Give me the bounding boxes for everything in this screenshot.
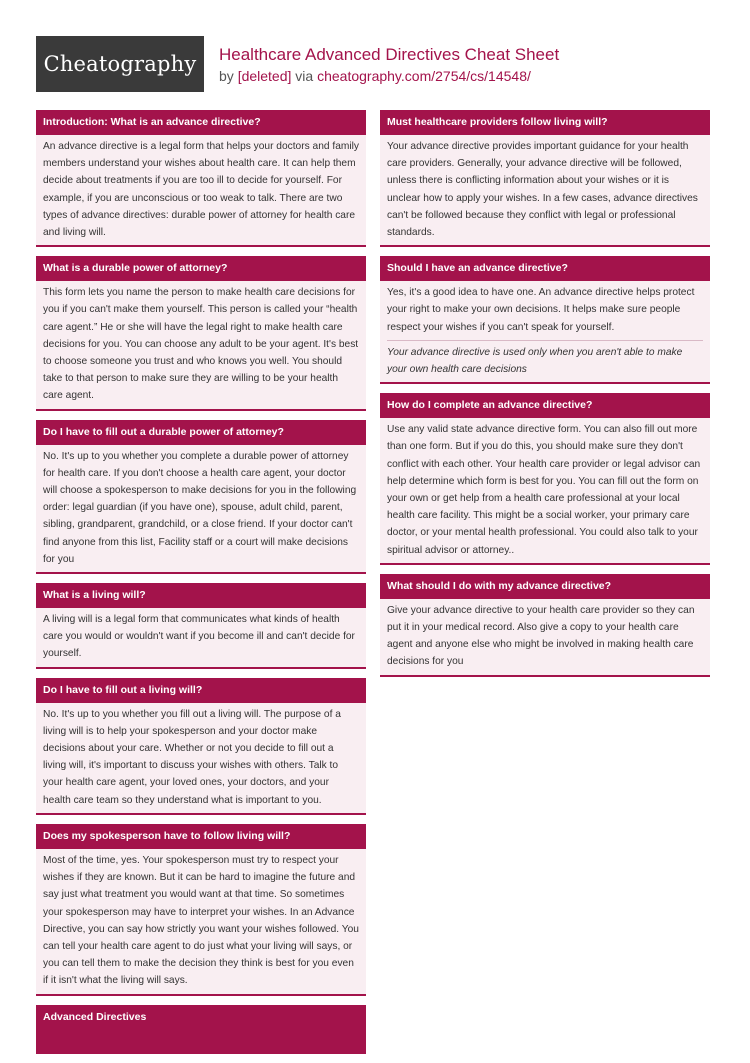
cheatography-logo[interactable]: Cheatography xyxy=(36,36,204,92)
sheet-url-link[interactable]: cheatography.com/2754/cs/14548/ xyxy=(317,68,531,84)
section-body xyxy=(36,608,366,669)
section-title: What is a durable power of attorney? xyxy=(36,256,366,281)
section-title: Does my spokesperson have to follow living will? xyxy=(36,824,366,849)
section-text: Yes, it's a good idea to have one. An advance directive helps protect your right to make your own decisions. It helps make sure people respect your wishes if you can't speak for yourself. xyxy=(387,287,695,333)
section-body xyxy=(380,599,710,677)
section-body xyxy=(36,849,366,996)
section-body xyxy=(380,135,710,247)
author-link[interactable]: [deleted] xyxy=(237,68,292,84)
section-text: An advance directive is a legal form that helps your doctors and family members understand your wishes about health care. It can help them decide about treatments if you are too ill to decide for yourself. For example, if you are unconscious or too weak to talk. There are two types of advance directives: durable power of attorney for health care and living will. xyxy=(43,141,359,239)
section-text: This form lets you name the person to make health care decisions for you if you can't make them yourself. This person is called your “health care agent.” He or she will have the legal right to make health care decisions for you. You can choose any adult to be your agent. It's best to choose someone you trust and who knows you well. You should take to that person to make sure they are willing to be your health care agent. xyxy=(43,287,359,402)
right-column xyxy=(380,110,710,686)
by-prefix: by xyxy=(219,68,234,84)
section-living-will xyxy=(36,583,366,669)
section-empty-body xyxy=(36,1030,366,1054)
section-should-have xyxy=(380,256,710,384)
section-title: Advanced Directives xyxy=(36,1005,366,1030)
section-text: Give your advance directive to your health care provider so they can put it in your medical record. Also give a copy to your health care agent and anyone else who might be involved in making health care decisions for you xyxy=(387,604,695,668)
section-body xyxy=(36,703,366,815)
section-spokesperson xyxy=(36,824,366,996)
section-title: What is a living will? xyxy=(36,583,366,608)
section-body xyxy=(36,445,366,574)
section-text: Use any valid state advance directive form. You can also fill out more than one form. But if you do this, you should make sure they don't conflict with each other. Your health care provider or legal advisor can help determine which form is best for you. You can fill out the form on your own or get help from a health care professional at your local health care facility. This might be a social worker, your primary care doctor, or your mental health professional. You could also talk to your spiritual advisor or attorney.. xyxy=(387,424,701,556)
section-durable-poa xyxy=(36,256,366,410)
section-body xyxy=(36,135,366,247)
section-text: Your advance directive provides important guidance for your health care providers. Generally, your advance directive will be followed, unless there is conflicting information about your wishes or it is unclear how to apply your wishes. In a few cases, advance directives can't be followed because they conflict with legal or professional standards. xyxy=(387,141,698,239)
section-advanced-directives xyxy=(36,1005,366,1054)
page-header xyxy=(36,36,716,92)
section-text: No. It's up to you whether you complete a durable power of attorney for health care. If you don't choose a health care agent, your doctor will choose a spokesperson to make decisions for you in the following order: legal guardian (if you have one), spouse, adult child, parent, sibling, grandparent, grandchild, or a close friend. If your doctor can't find anyone from this list, Facility staff or a court will make decisions for you xyxy=(43,450,357,565)
section-title: Must healthcare providers follow living will? xyxy=(380,110,710,135)
title-block xyxy=(219,45,559,86)
section-body xyxy=(36,281,366,410)
page-title: Healthcare Advanced Directives Cheat Sheet xyxy=(219,45,560,64)
section-title: Do I have to fill out a living will? xyxy=(36,678,366,703)
section-fill-living-will xyxy=(36,678,366,815)
section-text: Most of the time, yes. Your spokesperson must try to respect your wishes if they are known. But it can be hard to imagine the future and say just what treatment you would want at that time. So sometimes your spokesperson may have to interpret your wishes. In an Advance Directive, you can say how strictly you want your wishes followed. You can tell your health care agent to do just what your living will says, or you can tell them to make the decision they think is best for you even if it isn't what the living will says. xyxy=(43,854,359,987)
section-what-do xyxy=(380,574,710,677)
section-text: A living will is a legal form that communicates what kinds of health care you would or wouldn't want if you become ill and can't decide for yourself. xyxy=(43,614,355,660)
left-column xyxy=(36,110,366,1063)
byline xyxy=(219,66,559,86)
via-text: via xyxy=(295,68,314,84)
section-title: Introduction: What is an advance directive? xyxy=(36,110,366,135)
section-note: Your advance directive is used only when you aren't able to make your own health care decisions xyxy=(387,340,703,378)
section-title: Should I have an advance directive? xyxy=(380,256,710,281)
section-how-complete xyxy=(380,393,710,565)
section-body xyxy=(380,418,710,565)
section-title: How do I complete an advance directive? xyxy=(380,393,710,418)
section-title: Do I have to fill out a durable power of attorney? xyxy=(36,420,366,445)
section-title: What should I do with my advance directive? xyxy=(380,574,710,599)
section-must-follow xyxy=(380,110,710,247)
section-body xyxy=(380,281,710,384)
section-text: No. It's up to you whether you fill out a living will. The purpose of a living will is to help your spokesperson and your doctor make decisions about your care. Whether or not you decide to fill out a living will, it's important to discuss your wishes with others. Talk to your health care agent, your loved ones, your doctors, and your health care team so they understand what is important to you. xyxy=(43,708,341,806)
section-intro xyxy=(36,110,366,247)
section-fill-poa xyxy=(36,420,366,574)
